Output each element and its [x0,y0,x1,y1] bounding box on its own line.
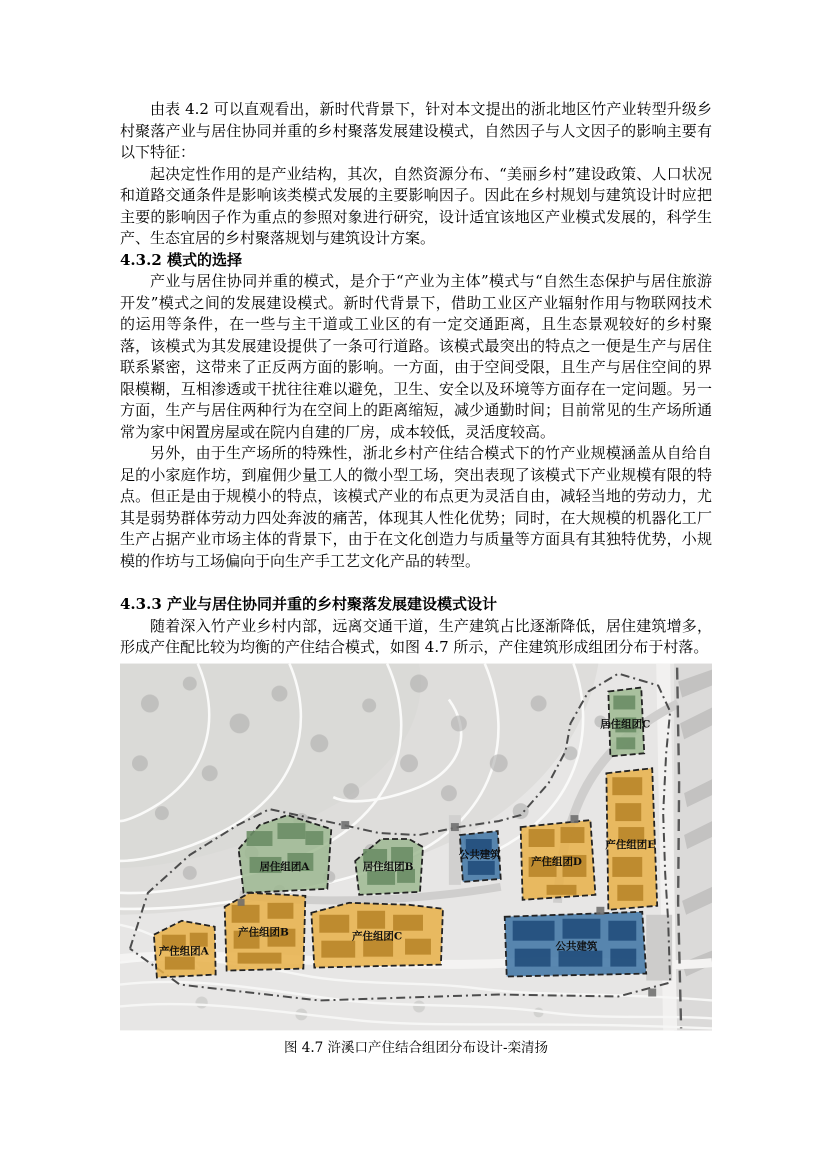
cluster-public-building-large [505,911,647,976]
paragraph-mode-description: 产业与居住协同并重的模式，是介于“产业为主体”模式与“自然生态保护与居住旅游开发”模式之间的发展建设模式。新时代背景下，借助工业区产业辐射作用与物联网技术的运用等条件，在一些与主干道或工业区的有一定交通距离，且生态景观较好的乡村聚落，该模式为其发展建设提供了一条可行道路。该模式最突出的特点之一便是生产与居住联系紧密，这带来了正反两方面的影响。一方面，由于空间受限，且生产与居住空间的界限模糊，互相渗透或干扰往往难以避免，卫生、安全以及环境等方面存在一定问题。另一方面，生产与居住两种行为在空间上的距离缩短，减少通勤时间；目前常见的生产场所通常为家中闲置房屋或在院内自建的厂房，成本较低，灵活度较高。 [120,272,712,441]
cluster-label-industrial-a: 产住组团A [158,945,209,958]
cluster-label-public-building-small: 公共建筑 [458,848,501,861]
cluster-label-industrial-c: 产住组团C [352,930,403,943]
paragraph-intro: 由表 4.2 可以直观看出，新时代背景下，针对本文提出的浙北地区竹产业转型升级乡村聚落产业与居住协同并重的乡村聚落发展建设模式，自然因子与人文因子的影响主要有以下特征： [120,100,712,161]
cluster-label-residential-c: 居住组团C [600,717,651,730]
cluster-industrial-c [311,902,443,967]
cluster-industrial-d [521,820,596,900]
figure-4-7 [120,663,712,1057]
heading-4-3-2: 4.3.2 模式的选择 [120,250,242,269]
cluster-label-public-building-large: 公共建筑 [555,940,598,953]
heading-4-3-3: 4.3.3 产业与居住协同并重的乡村聚落发展建设模式设计 [120,595,497,613]
cluster-industrial-a [154,920,216,977]
cluster-label-industrial-b: 产住组团B [238,926,289,939]
paragraph-design-intro: 随着深入竹产业乡村内部，远离交通干道，生产建筑占比逐渐降低，居住建筑增多，形成产住配比较为均衡的产住结合模式，如图 4.7 所示，产住建筑形成组团分布于村落。 [120,616,712,656]
cluster-public-building-small [459,831,501,882]
figure-caption: 图 4.7 浒溪口产住结合组团分布设计-栾清扬 [283,1039,549,1056]
cluster-label-industrial-d: 产住组团D [531,855,582,868]
site-plan-map [120,663,712,1031]
paragraph-scale-description: 另外，由于生产场所的特殊性，浙北乡村产住结合模式下的竹产业规模涵盖从自给自足的小家庭作坊，到雇佣少量工人的微小型工场，突出表现了该模式下产业规模有限的特点。但正是由于规模小的特点，该模式产业的布点更为灵活自由，减轻当地的劳动力，尤其是弱势群体劳动力四处奔波的痛苦，体现其人性化优势；同时，在大规模的机器化工厂生产占据产业市场主体的背景下，由于在文化创造力与质量等方面具有其独特优势，小规模的作坊与工场偏向于向生产手工艺文化产品的转型。 [120,444,712,570]
cluster-label-industrial-e: 产住组团E [605,838,656,851]
cluster-label-residential-a: 居住组团A [259,860,310,873]
paragraph-factors: 起决定性作用的是产业结构，其次，自然资源分布、“美丽乡村”建设政策、人口状况和道路交通条件是影响该类模式发展的主要影响因子。因此在乡村规划与建筑设计时应把主要的影响因子作为重点的参照对象进行研究，设计适宜该地区产业模式发展的，科学生产、生态宜居的乡村聚落规划与建筑设计方案。 [120,164,712,247]
site-plan-svg [120,663,712,1031]
cluster-label-residential-b: 居住组团B [362,860,414,873]
cluster-industrial-e [605,768,657,910]
page-content [120,99,712,1057]
cluster-industrial-b [225,892,306,970]
